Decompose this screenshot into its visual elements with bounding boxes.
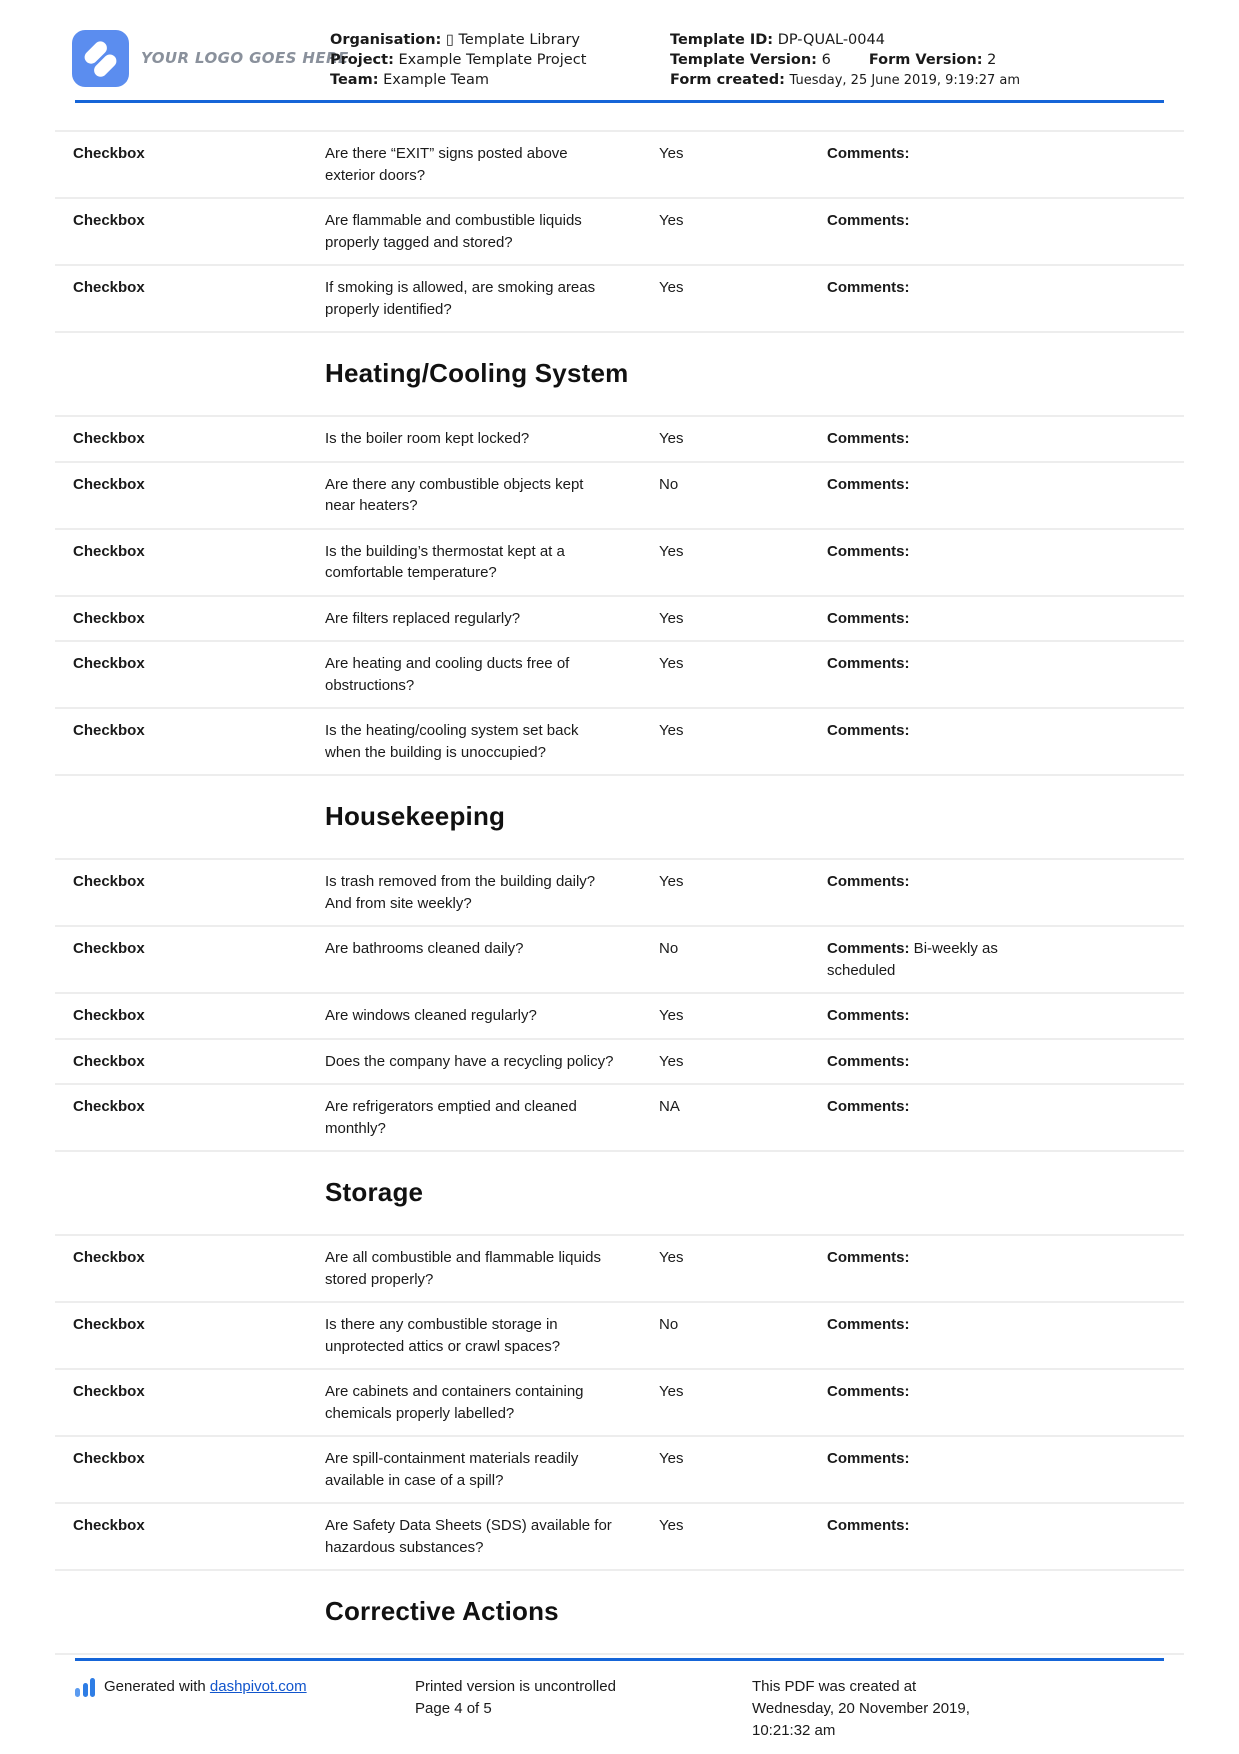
form-created-label: Form created: [670, 72, 785, 88]
organisation-line [330, 30, 670, 50]
comments-label: Comments: [827, 1517, 910, 1534]
row-comments [827, 1247, 1037, 1290]
row-type-label: Checkbox [73, 722, 145, 739]
row-type-label: Checkbox [73, 475, 145, 493]
row-answer: Yes [659, 1249, 684, 1266]
row-type-label: Checkbox [73, 655, 145, 672]
row-question: Is trash removed from the building daily? And from site weekly? [325, 873, 596, 912]
row-answer: No [659, 475, 679, 493]
row-question: Does the company have a recycling policy? [325, 1052, 614, 1070]
logo-placeholder-text: YOUR LOGO GOES HERE [141, 49, 349, 67]
row-comments [827, 210, 1037, 253]
company-logo-icon [72, 30, 129, 87]
checklist-body [55, 130, 1184, 1655]
pdf-created-line-2: Wednesday, 20 November 2019, [752, 1700, 970, 1717]
footer-print-info [415, 1676, 752, 1742]
logo [72, 30, 349, 91]
table-row [55, 197, 1184, 264]
generated-with-text: Generated with [104, 1678, 206, 1695]
page-footer [75, 1676, 1164, 1742]
row-type-label: Checkbox [73, 279, 145, 296]
row-type-label: Checkbox [73, 1249, 145, 1266]
row-type-label: Checkbox [73, 145, 145, 162]
comments-value: Bi-weekly as scheduled [827, 940, 998, 979]
row-comments [827, 653, 1037, 696]
row-type-label: Checkbox [73, 873, 145, 890]
comments-label: Comments: [827, 279, 910, 296]
pdf-created-line-1: This PDF was created at [752, 1678, 917, 1695]
row-comments [827, 720, 1037, 763]
form-created-line [670, 70, 1164, 91]
row-answer: Yes [659, 145, 684, 162]
team-label: Team: [330, 72, 379, 88]
row-answer: Yes [659, 1517, 684, 1534]
row-question: Are there “EXIT” signs posted above exterior doors? [325, 145, 568, 184]
comments-label: Comments: [827, 940, 910, 957]
row-question: Is the building’s thermostat kept at a comfortable temperature? [325, 542, 565, 581]
row-question: Are cabinets and containers containing chemicals properly labelled? [325, 1383, 584, 1422]
comments-label: Comments: [827, 430, 910, 447]
row-comments [827, 541, 1037, 584]
table-row [55, 992, 1184, 1038]
comments-label: Comments: [827, 475, 910, 493]
form-created-value: Tuesday, 25 June 2019, 9:19:27 am [789, 73, 1021, 88]
table-row [55, 130, 1184, 197]
template-version-label: Template Version: [670, 52, 817, 68]
row-type-label: Checkbox [73, 1517, 145, 1534]
row-comments [827, 1005, 1037, 1027]
organisation-label: Organisation: [330, 32, 442, 48]
row-comments [827, 871, 1037, 914]
comments-label: Comments: [827, 542, 910, 560]
comments-label: Comments: [827, 1052, 910, 1070]
template-id-value: DP-QUAL-0044 [777, 32, 885, 48]
row-question: If smoking is allowed, are smoking areas properly identified? [325, 279, 596, 318]
row-answer: NA [659, 1098, 680, 1115]
section-title: Housekeeping [55, 774, 1184, 858]
comments-label: Comments: [827, 873, 910, 890]
header-meta-right [670, 30, 1164, 91]
comments-label: Comments: [827, 145, 910, 162]
versions-line [670, 50, 1164, 70]
row-type-label: Checkbox [73, 1052, 145, 1070]
table-row [55, 1038, 1184, 1084]
page-number: Page 4 of 5 [415, 1700, 492, 1717]
comments-label: Comments: [827, 609, 910, 627]
row-answer: Yes [659, 873, 684, 890]
table-row [55, 415, 1184, 461]
row-comments [827, 938, 1037, 981]
row-answer: Yes [659, 609, 684, 627]
row-comments [827, 474, 1037, 517]
row-answer: Yes [659, 1007, 684, 1024]
page-header [72, 30, 1164, 91]
row-comments [827, 608, 1037, 630]
section-title: Heating/Cooling System [55, 331, 1184, 415]
row-type-label: Checkbox [73, 430, 145, 447]
footer-created-info [752, 1676, 1164, 1742]
row-comments [827, 1096, 1037, 1139]
row-answer: No [659, 1316, 679, 1333]
row-comments [827, 277, 1037, 320]
pdf-created-line-3: 10:21:32 am [752, 1722, 836, 1739]
row-question: Are spill-containment materials readily available in case of a spill? [325, 1450, 579, 1489]
row-comments [827, 1448, 1037, 1491]
row-question: Are flammable and combustible liquids properly tagged and stored? [325, 212, 582, 251]
row-comments [827, 1314, 1037, 1357]
printed-version-note: Printed version is uncontrolled [415, 1678, 616, 1695]
team-value: Example Team [383, 72, 489, 88]
table-row [55, 925, 1184, 992]
row-type-label: Checkbox [73, 1450, 145, 1467]
footer-divider-rule [75, 1658, 1164, 1661]
project-value: Example Template Project [398, 52, 587, 68]
table-row [55, 1234, 1184, 1301]
row-type-label: Checkbox [73, 542, 145, 560]
comments-label: Comments: [827, 1316, 910, 1333]
template-id-label: Template ID: [670, 32, 774, 48]
row-comments [827, 1381, 1037, 1424]
form-version-value: 2 [987, 52, 997, 68]
section-title: Corrective Actions [55, 1569, 1184, 1655]
header-meta-left [330, 30, 670, 91]
dashpivot-bars-icon [75, 1678, 95, 1697]
row-comments [827, 428, 1037, 450]
row-answer: Yes [659, 1383, 684, 1400]
comments-label: Comments: [827, 655, 910, 672]
table-row [55, 707, 1184, 774]
organisation-value: ▯ Template Library [445, 32, 581, 48]
row-question: Is the heating/cooling system set back when the building is unoccupied? [325, 722, 579, 761]
table-row [55, 264, 1184, 331]
row-answer: Yes [659, 542, 684, 560]
project-line [330, 50, 670, 70]
comments-label: Comments: [827, 722, 910, 739]
row-question: Are filters replaced regularly? [325, 609, 521, 627]
row-question: Are heating and cooling ducts free of obstructions? [325, 655, 570, 694]
footer-generated [75, 1676, 415, 1742]
form-version-label: Form Version: [868, 52, 983, 68]
generated-with-line [104, 1676, 307, 1698]
row-question: Are all combustible and flammable liquids stored properly? [325, 1249, 601, 1288]
row-answer: Yes [659, 1052, 684, 1070]
row-answer: Yes [659, 655, 684, 672]
row-type-label: Checkbox [73, 1007, 145, 1024]
row-type-label: Checkbox [73, 1316, 145, 1333]
comments-label: Comments: [827, 1383, 910, 1400]
row-type-label: Checkbox [73, 609, 145, 627]
row-type-label: Checkbox [73, 212, 145, 229]
table-row [55, 640, 1184, 707]
row-type-label: Checkbox [73, 1383, 145, 1400]
row-answer: Yes [659, 279, 684, 296]
comments-label: Comments: [827, 1450, 910, 1467]
row-answer: No [659, 940, 679, 957]
table-row [55, 461, 1184, 528]
table-row [55, 858, 1184, 925]
table-row [55, 1502, 1184, 1569]
header-divider-rule [75, 100, 1164, 103]
comments-label: Comments: [827, 1249, 910, 1266]
dashpivot-link[interactable]: dashpivot.com [209, 1678, 307, 1695]
row-answer: Yes [659, 1450, 684, 1467]
table-row [55, 1435, 1184, 1502]
row-answer: Yes [659, 212, 684, 229]
row-comments [827, 1515, 1037, 1558]
section-title: Storage [55, 1150, 1184, 1234]
project-label: Project: [330, 52, 394, 68]
template-version-value: 6 [821, 52, 831, 68]
comments-label: Comments: [827, 1098, 910, 1115]
row-type-label: Checkbox [73, 940, 145, 957]
row-answer: Yes [659, 430, 684, 447]
table-row [55, 1368, 1184, 1435]
table-row [55, 1083, 1184, 1150]
row-question: Are there any combustible objects kept near heaters? [325, 475, 584, 514]
row-answer: Yes [659, 722, 684, 739]
template-id-line [670, 30, 1164, 50]
row-comments [827, 1051, 1037, 1073]
comments-label: Comments: [827, 1007, 910, 1024]
row-question: Is there any combustible storage in unprotected attics or crawl spaces? [325, 1316, 561, 1355]
table-row [55, 528, 1184, 595]
row-question: Are bathrooms cleaned daily? [325, 940, 524, 957]
row-question: Is the boiler room kept locked? [325, 430, 530, 447]
row-question: Are Safety Data Sheets (SDS) available for hazardous substances? [325, 1517, 612, 1556]
row-comments [827, 143, 1037, 186]
comments-label: Comments: [827, 212, 910, 229]
row-question: Are windows cleaned regularly? [325, 1007, 537, 1024]
table-row [55, 595, 1184, 641]
team-line [330, 70, 670, 90]
row-type-label: Checkbox [73, 1098, 145, 1115]
row-question: Are refrigerators emptied and cleaned monthly? [325, 1098, 577, 1137]
table-row [55, 1301, 1184, 1368]
